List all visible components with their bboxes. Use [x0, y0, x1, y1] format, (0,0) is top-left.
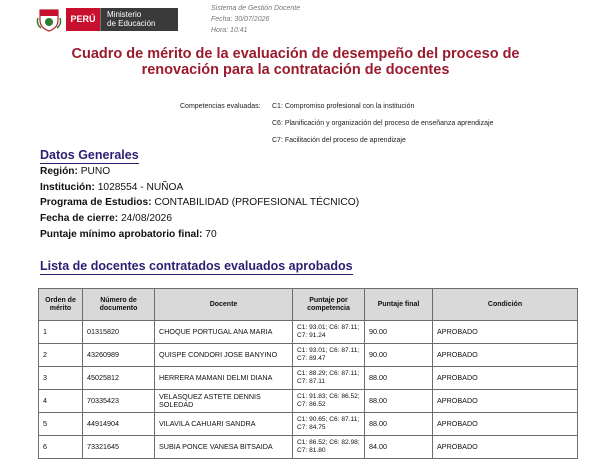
col-header-order: Orden de mérito [39, 289, 83, 321]
peru-coat-of-arms-icon [34, 4, 64, 34]
ministry-logo [100, 8, 178, 31]
ministry-line2: de Educación [107, 19, 156, 28]
min-score-value: 70 [205, 229, 217, 240]
close-date-field [40, 213, 172, 225]
report-time: Hora: 10:41 [211, 27, 248, 34]
competency-c6: C6: Planificación y organización del proceso de enseñanza aprendizaje [272, 120, 494, 127]
cell-order: 2 [39, 344, 83, 367]
cell-competency-score: C1: 93.01; C6: 87.11; C7: 89.47 [293, 344, 365, 367]
min-score-label: Puntaje mínimo aprobatorio final: [40, 229, 203, 240]
cell-order: 4 [39, 390, 83, 413]
program-label: Programa de Estudios: [40, 197, 152, 208]
report-date: Fecha: 30/07/2026 [211, 16, 270, 23]
table-row [39, 367, 578, 390]
cell-condition: APROBADO [433, 413, 578, 436]
table-row [39, 344, 578, 367]
competencies-label: Competencias evaluadas: [180, 103, 261, 110]
cell-competency-score: C1: 86.52; C6: 82.98; C7: 81.80 [293, 436, 365, 459]
cell-document: 45025812 [83, 367, 155, 390]
cell-order: 1 [39, 321, 83, 344]
competency-c1: C1: Compromiso profesional con la institución [272, 103, 415, 110]
institution-value: 1028554 - NUÑOA [97, 182, 184, 193]
table-header-row [39, 289, 578, 321]
program-value: CONTABILIDAD (PROFESIONAL TÉCNICO) [154, 197, 360, 208]
region-field [40, 166, 110, 178]
title-line-1: Cuadro de mérito de la evaluación de desempeño del proceso de [71, 46, 520, 62]
cell-teacher: CHOQUE PORTUGAL ANA MARIA [155, 321, 293, 344]
cell-document: 44914904 [83, 413, 155, 436]
cell-document: 43260989 [83, 344, 155, 367]
cell-order: 6 [39, 436, 83, 459]
table-row [39, 321, 578, 344]
cell-condition: APROBADO [433, 436, 578, 459]
program-field [40, 197, 359, 209]
general-data-heading: Datos Generales [40, 148, 139, 162]
cell-condition: APROBADO [433, 390, 578, 413]
table-row [39, 390, 578, 413]
cell-document: 70335423 [83, 390, 155, 413]
table-row [39, 413, 578, 436]
col-header-competency-score: Puntaje por competencia [293, 289, 365, 321]
ministry-line1: Ministerio [107, 10, 142, 19]
cell-teacher: VILAVILA CAHUARI SANDRA [155, 413, 293, 436]
cell-final-score: 88.00 [365, 413, 433, 436]
institution-label: Institución: [40, 182, 95, 193]
min-score-field [40, 229, 217, 241]
cell-teacher: SUBIA PONCE VANESA BITSAIDA [155, 436, 293, 459]
close-date-label: Fecha de cierre: [40, 213, 119, 224]
cell-teacher: HERRERA MAMANI DELMI DIANA [155, 367, 293, 390]
competency-c7: C7: Facilitación del proceso de aprendizaje [272, 137, 406, 144]
cell-condition: APROBADO [433, 321, 578, 344]
cell-document: 73321645 [83, 436, 155, 459]
table-row [39, 436, 578, 459]
col-header-condition: Condición [433, 289, 578, 321]
merit-table [38, 288, 578, 459]
ministry-header [34, 4, 178, 34]
cell-final-score: 84.00 [365, 436, 433, 459]
cell-document: 01315820 [83, 321, 155, 344]
col-header-teacher: Docente [155, 289, 293, 321]
system-name: Sistema de Gestión Docente [211, 5, 301, 12]
region-value: PUNO [80, 166, 111, 177]
close-date-value: 24/08/2026 [121, 213, 172, 224]
peru-logo: PERÚ [66, 8, 100, 31]
page-title [0, 46, 591, 78]
cell-condition: APROBADO [433, 367, 578, 390]
institution-field [40, 182, 183, 194]
cell-competency-score: C1: 90.65; C6: 87.11; C7: 84.75 [293, 413, 365, 436]
cell-final-score: 90.00 [365, 321, 433, 344]
col-header-document: Número de documento [83, 289, 155, 321]
region-label: Región: [40, 166, 78, 177]
cell-final-score: 88.00 [365, 367, 433, 390]
col-header-final-score: Puntaje final [365, 289, 433, 321]
teacher-list-heading: Lista de docentes contratados evaluados aprobados [40, 259, 353, 273]
cell-teacher: VELASQUEZ ASTETE DENNIS SOLEDAD [155, 390, 293, 413]
cell-condition: APROBADO [433, 344, 578, 367]
cell-teacher: QUISPE CONDORI JOSE BANYINO [155, 344, 293, 367]
cell-order: 3 [39, 367, 83, 390]
cell-competency-score: C1: 93.01; C6: 87.11; C7: 91.24 [293, 321, 365, 344]
title-line-2: renovación para la contratación de docentes [141, 62, 450, 78]
cell-competency-score: C1: 88.29; C6: 87.11; C7: 87.11 [293, 367, 365, 390]
cell-final-score: 88.00 [365, 390, 433, 413]
cell-final-score: 90.00 [365, 344, 433, 367]
cell-competency-score: C1: 91.83; C6: 86.52; C7: 86.52 [293, 390, 365, 413]
cell-order: 5 [39, 413, 83, 436]
system-meta [211, 3, 300, 36]
